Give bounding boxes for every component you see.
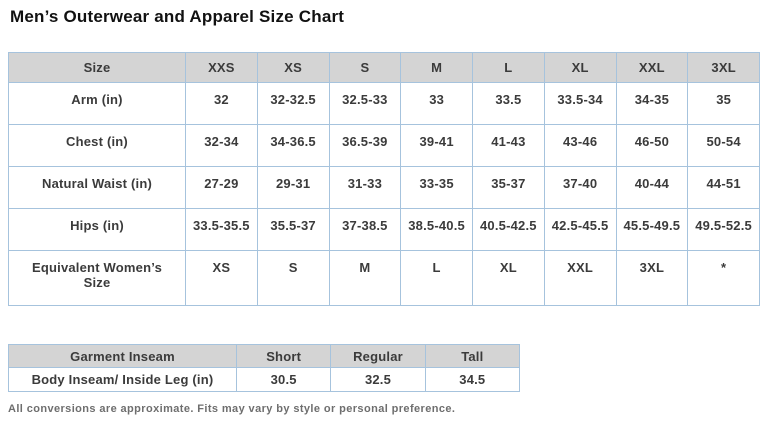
column-header: XXS (186, 53, 258, 83)
cell-value: S (257, 251, 329, 306)
cell-value: * (688, 251, 760, 306)
row-label: Hips (in) (9, 209, 186, 251)
cell-value: 35 (688, 83, 760, 125)
column-header: Tall (425, 345, 519, 368)
size-chart-header-row (9, 53, 760, 83)
cell-value: 40.5-42.5 (473, 209, 545, 251)
table-row (9, 209, 760, 251)
cell-value: 41-43 (473, 125, 545, 167)
cell-value: M (329, 251, 401, 306)
cell-value: 46-50 (616, 125, 688, 167)
row-label: Body Inseam/ Inside Leg (in) (9, 368, 237, 392)
cell-value: 37-38.5 (329, 209, 401, 251)
cell-value: 42.5-45.5 (544, 209, 616, 251)
cell-value: 32.5 (331, 368, 425, 392)
table-row (9, 167, 760, 209)
cell-value: 49.5-52.5 (688, 209, 760, 251)
column-header: XL (544, 53, 616, 83)
cell-value: 33.5-34 (544, 83, 616, 125)
inseam-header-row (9, 345, 520, 368)
column-header: M (401, 53, 473, 83)
cell-value: 33.5-35.5 (186, 209, 258, 251)
cell-value: 35-37 (473, 167, 545, 209)
cell-value: XXL (544, 251, 616, 306)
cell-value: 3XL (616, 251, 688, 306)
column-header: Short (237, 345, 331, 368)
page-title: Men’s Outerwear and Apparel Size Chart (10, 7, 345, 26)
cell-value: 50-54 (688, 125, 760, 167)
row-label: Equivalent Women’s Size (9, 251, 186, 306)
cell-value: 34-35 (616, 83, 688, 125)
cell-value: 32.5-33 (329, 83, 401, 125)
mens-size-chart-table (8, 52, 760, 306)
cell-value: 35.5-37 (257, 209, 329, 251)
row-label: Chest (in) (9, 125, 186, 167)
cell-value: 32 (186, 83, 258, 125)
cell-value: 32-32.5 (257, 83, 329, 125)
cell-value: 33-35 (401, 167, 473, 209)
cell-value: 33.5 (473, 83, 545, 125)
column-header: XXL (616, 53, 688, 83)
cell-value: 45.5-49.5 (616, 209, 688, 251)
cell-value: 27-29 (186, 167, 258, 209)
column-header: XS (257, 53, 329, 83)
table-row (9, 368, 520, 392)
table-row (9, 83, 760, 125)
cell-value: 39-41 (401, 125, 473, 167)
cell-value: XS (186, 251, 258, 306)
column-header: Size (9, 53, 186, 83)
column-header: 3XL (688, 53, 760, 83)
cell-value: 30.5 (237, 368, 331, 392)
cell-value: 38.5-40.5 (401, 209, 473, 251)
cell-value: 44-51 (688, 167, 760, 209)
cell-value: 37-40 (544, 167, 616, 209)
row-label: Natural Waist (in) (9, 167, 186, 209)
row-label: Arm (in) (9, 83, 186, 125)
cell-value: 29-31 (257, 167, 329, 209)
cell-value: 31-33 (329, 167, 401, 209)
column-header: L (473, 53, 545, 83)
table-row (9, 251, 760, 306)
footnote: All conversions are approximate. Fits may vary by style or personal preference. (8, 403, 456, 415)
cell-value: XL (473, 251, 545, 306)
column-header: Garment Inseam (9, 345, 237, 368)
cell-value: 36.5-39 (329, 125, 401, 167)
cell-value: 40-44 (616, 167, 688, 209)
cell-value: 33 (401, 83, 473, 125)
cell-value: 34-36.5 (257, 125, 329, 167)
cell-value: 32-34 (186, 125, 258, 167)
cell-value: 34.5 (425, 368, 519, 392)
cell-value: L (401, 251, 473, 306)
garment-inseam-table (8, 344, 520, 392)
table-row (9, 125, 760, 167)
cell-value: 43-46 (544, 125, 616, 167)
column-header: Regular (331, 345, 425, 368)
column-header: S (329, 53, 401, 83)
